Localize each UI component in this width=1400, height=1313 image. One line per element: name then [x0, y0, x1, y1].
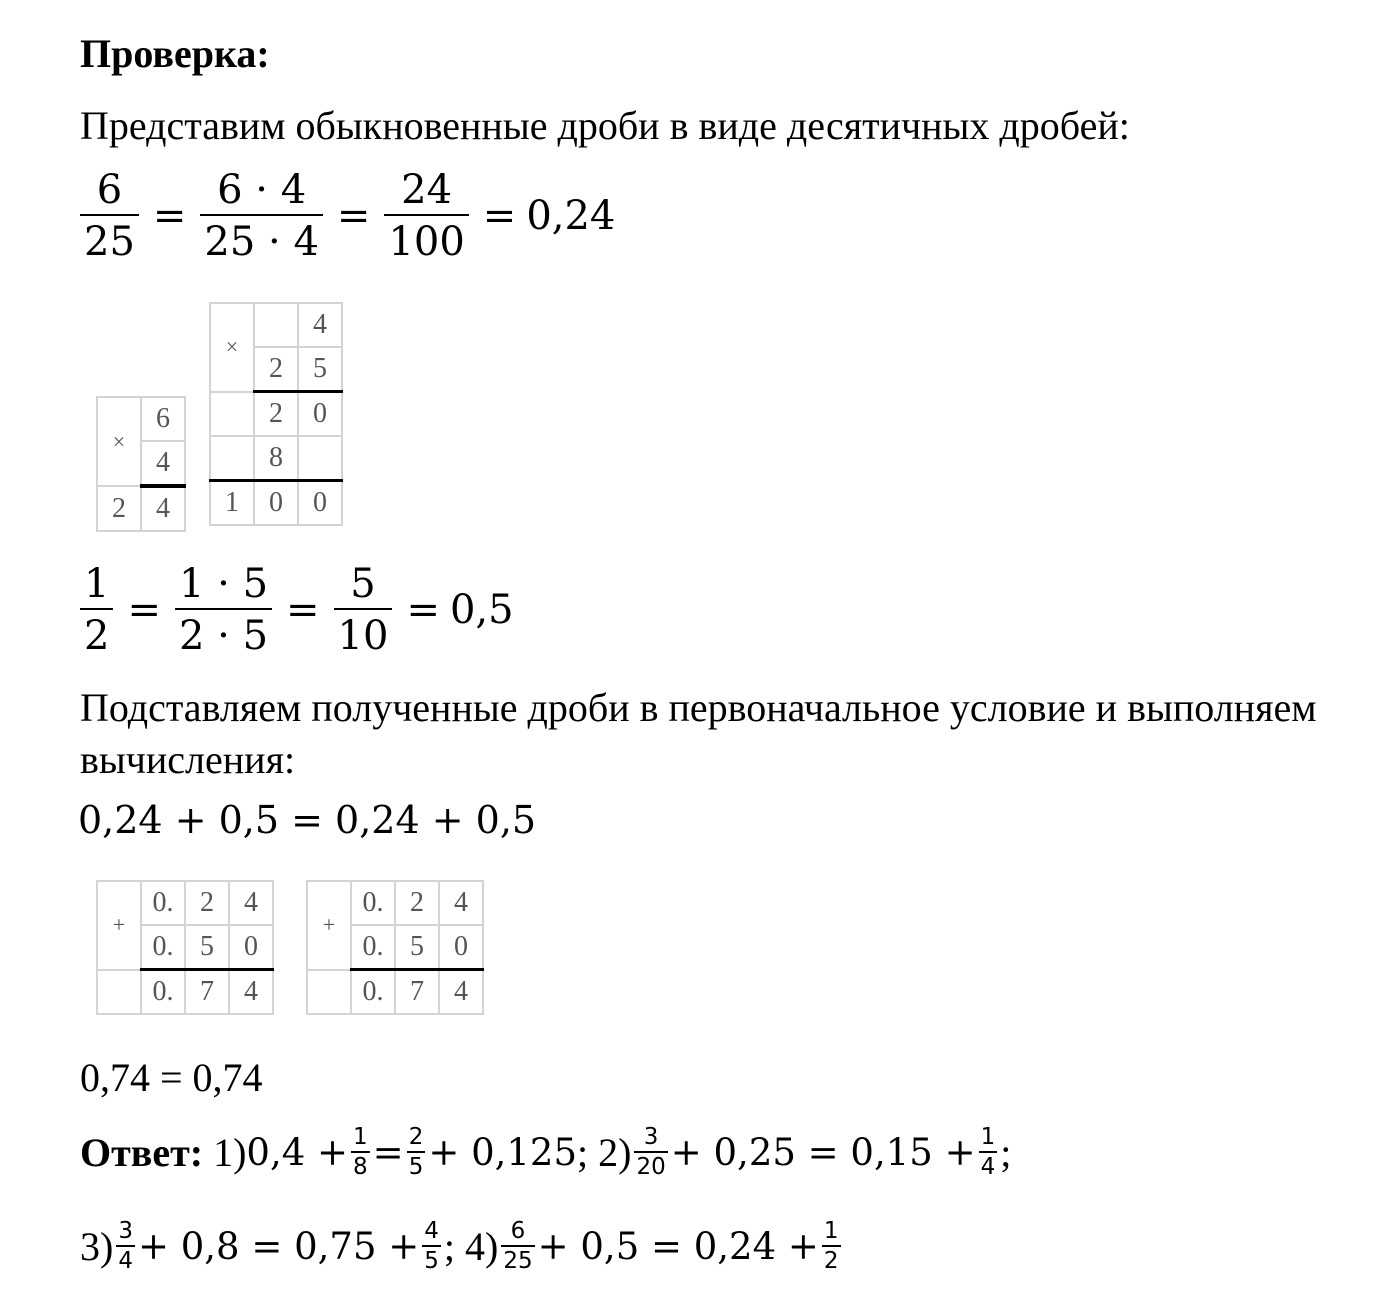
fraction	[384, 167, 468, 265]
cell: 8	[254, 436, 298, 481]
denominator: 2	[822, 1245, 841, 1273]
fraction	[822, 1220, 841, 1273]
equals-sign: =	[127, 587, 161, 633]
cell: 2	[254, 392, 298, 437]
item-number: 3)	[80, 1224, 114, 1269]
cell: 0.	[141, 881, 185, 925]
denominator: 10	[334, 608, 393, 656]
numerator: 6	[96, 167, 123, 213]
equation-sum: 0,24 + 0,5 = 0,24 + 0,5	[78, 798, 537, 842]
equals-sign: =	[286, 587, 320, 633]
fraction	[634, 1126, 667, 1179]
cell: 2	[97, 486, 141, 531]
cell	[307, 970, 351, 1015]
denominator: 25	[80, 214, 139, 262]
separator: ;	[443, 1224, 456, 1269]
cell: 6	[141, 397, 185, 441]
cell: 0	[298, 392, 342, 437]
equation-1-2	[76, 561, 514, 659]
numerator: 1	[980, 1124, 996, 1150]
fraction	[80, 561, 113, 659]
plus-sign: +	[97, 881, 141, 970]
math-text: =	[372, 1131, 404, 1174]
fraction	[200, 167, 323, 265]
cell: 0	[254, 481, 298, 526]
cell: 0.	[351, 881, 395, 925]
numerator: 3	[643, 1124, 659, 1150]
item-number: 1)	[213, 1130, 247, 1175]
numerator: 5	[350, 561, 376, 607]
cell: 0.	[351, 970, 395, 1015]
intro-text: Представим обыкновенные дроби в виде десятичных дробей:	[80, 103, 1130, 148]
cell: 0.	[351, 925, 395, 970]
numerator: 2	[408, 1124, 424, 1150]
cell	[97, 970, 141, 1015]
cell	[210, 392, 254, 437]
fraction	[175, 561, 272, 659]
denominator: 2 · 5	[175, 608, 272, 656]
numerator: 4	[424, 1218, 439, 1244]
math-text: + 0,125	[428, 1131, 578, 1174]
multiplication-6x4-table	[96, 396, 186, 532]
cell: 4	[298, 303, 342, 347]
cell: 0	[298, 481, 342, 526]
numerator: 1	[353, 1124, 368, 1150]
check-heading: Проверка:	[80, 31, 270, 76]
cell: 1	[210, 481, 254, 526]
equation-6-25	[76, 167, 616, 265]
cell: 0.	[141, 970, 185, 1015]
numerator: 1 · 5	[178, 561, 269, 607]
addition-table-right	[306, 880, 484, 1015]
numerator: 1	[823, 1218, 839, 1244]
numerator: 6	[510, 1218, 526, 1244]
cell: 5	[395, 925, 439, 970]
equals-sign: =	[406, 587, 440, 633]
math-text: + 0,25 = 0,15 +	[670, 1131, 976, 1174]
cell: 4	[229, 881, 273, 925]
cell: 4	[439, 970, 483, 1015]
cell: 0	[229, 925, 273, 970]
cell: 4	[141, 441, 185, 486]
denominator: 5	[422, 1245, 441, 1273]
addition-table-left	[96, 880, 274, 1015]
substitute-text-line1: Подставляем полученные дроби в первоначальное условие и выполняем	[80, 685, 1317, 730]
equals-sign: =	[482, 193, 517, 239]
numerator: 24	[401, 167, 453, 213]
cell	[210, 436, 254, 481]
numerator: 3	[118, 1218, 133, 1244]
answer-label: Ответ:	[80, 1130, 204, 1175]
denominator: 25 · 4	[200, 214, 323, 262]
fraction	[501, 1220, 534, 1273]
equals-sign: =	[336, 193, 371, 239]
substitute-text-line2: вычисления:	[80, 737, 296, 782]
item-number: 2)	[598, 1130, 632, 1175]
cell: 7	[185, 970, 229, 1015]
cell: 4	[229, 970, 273, 1015]
plus-sign: +	[307, 881, 351, 970]
cell: 5	[185, 925, 229, 970]
answer-line2	[80, 1220, 844, 1273]
multiply-sign: ×	[97, 397, 141, 486]
answer-line1	[80, 1126, 1011, 1179]
numerator: 1	[84, 561, 110, 607]
multiply-sign: ×	[210, 303, 254, 392]
cell: 4	[439, 881, 483, 925]
cell: 4	[141, 486, 185, 531]
item-number: 4)	[465, 1224, 499, 1269]
cell	[254, 303, 298, 347]
cell	[298, 436, 342, 481]
math-text: 0,4 +	[246, 1131, 349, 1174]
denominator: 5	[407, 1151, 426, 1179]
fraction	[80, 167, 139, 265]
denominator: 4	[979, 1151, 998, 1179]
separator: ;	[577, 1130, 589, 1175]
result-value: 0,24	[526, 193, 616, 239]
multiplication-25x4-table	[209, 302, 343, 526]
fraction	[351, 1126, 370, 1179]
cell: 5	[298, 347, 342, 392]
numerator: 6 · 4	[217, 167, 307, 213]
denominator: 4	[116, 1245, 135, 1273]
separator: ;	[1000, 1130, 1012, 1175]
denominator: 2	[80, 608, 113, 656]
fraction	[979, 1126, 998, 1179]
result-value: 0,5	[449, 587, 514, 633]
equation-result: 0,74 = 0,74	[80, 1055, 263, 1100]
fraction	[334, 561, 393, 659]
cell: 2	[254, 347, 298, 392]
cell: 2	[185, 881, 229, 925]
fraction	[116, 1220, 135, 1273]
fraction	[407, 1126, 426, 1179]
denominator: 8	[351, 1151, 370, 1179]
denominator: 100	[384, 214, 468, 262]
equals-sign: =	[152, 193, 187, 239]
cell: 7	[395, 970, 439, 1015]
fraction	[422, 1220, 441, 1273]
math-text: + 0,8 = 0,75 +	[137, 1225, 420, 1268]
cell: 0	[439, 925, 483, 970]
math-text: + 0,5 = 0,24 +	[537, 1225, 819, 1268]
cell: 2	[395, 881, 439, 925]
denominator: 25	[501, 1245, 534, 1273]
cell: 0.	[141, 925, 185, 970]
denominator: 20	[634, 1151, 667, 1179]
